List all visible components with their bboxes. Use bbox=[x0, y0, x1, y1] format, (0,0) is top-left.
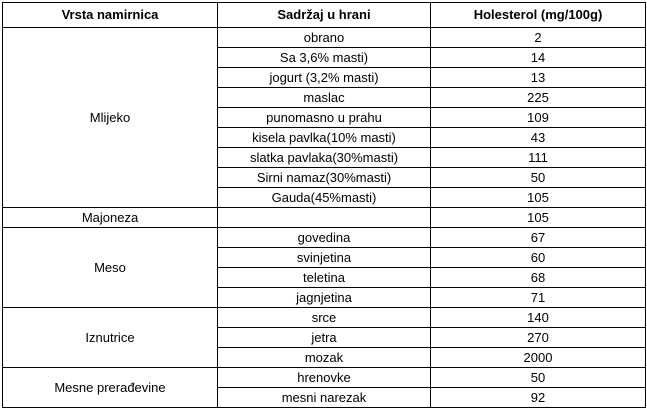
cholesterol-value-cell: 140 bbox=[431, 308, 646, 328]
item-cell: Sa 3,6% masti) bbox=[218, 48, 431, 68]
cholesterol-value-cell: 2000 bbox=[431, 348, 646, 368]
cholesterol-value-cell: 105 bbox=[431, 208, 646, 228]
category-cell: Mlijeko bbox=[3, 28, 218, 208]
cholesterol-value-cell: 71 bbox=[431, 288, 646, 308]
cholesterol-value-cell: 13 bbox=[431, 68, 646, 88]
cholesterol-value-cell: 92 bbox=[431, 388, 646, 408]
table-row bbox=[3, 208, 646, 228]
cholesterol-value-cell: 109 bbox=[431, 108, 646, 128]
header-cholesterol: Holesterol (mg/100g) bbox=[431, 3, 646, 28]
item-cell: jagnjetina bbox=[218, 288, 431, 308]
item-cell bbox=[218, 208, 431, 228]
table-row bbox=[3, 368, 646, 388]
cholesterol-value-cell: 270 bbox=[431, 328, 646, 348]
table-row bbox=[3, 308, 646, 328]
cholesterol-table bbox=[2, 2, 646, 408]
category-cell: Meso bbox=[3, 228, 218, 308]
item-cell: slatka pavlaka(30%masti) bbox=[218, 148, 431, 168]
cholesterol-value-cell: 105 bbox=[431, 188, 646, 208]
item-cell: jetra bbox=[218, 328, 431, 348]
cholesterol-value-cell: 43 bbox=[431, 128, 646, 148]
cholesterol-value-cell: 14 bbox=[431, 48, 646, 68]
item-cell: obrano bbox=[218, 28, 431, 48]
item-cell: govedina bbox=[218, 228, 431, 248]
category-cell: Mesne prerađevine bbox=[3, 368, 218, 408]
item-cell: jogurt (3,2% masti) bbox=[218, 68, 431, 88]
category-cell: Iznutrice bbox=[3, 308, 218, 368]
header-content: Sadržaj u hrani bbox=[218, 3, 431, 28]
category-cell: Majoneza bbox=[3, 208, 218, 228]
item-cell: Sirni namaz(30%masti) bbox=[218, 168, 431, 188]
item-cell: Gauda(45%masti) bbox=[218, 188, 431, 208]
cholesterol-value-cell: 225 bbox=[431, 88, 646, 108]
item-cell: maslac bbox=[218, 88, 431, 108]
item-cell: punomasno u prahu bbox=[218, 108, 431, 128]
cholesterol-value-cell: 68 bbox=[431, 268, 646, 288]
table-body bbox=[3, 28, 646, 408]
table-row bbox=[3, 28, 646, 48]
header-row bbox=[3, 3, 646, 28]
cholesterol-value-cell: 60 bbox=[431, 248, 646, 268]
item-cell: srce bbox=[218, 308, 431, 328]
table-row bbox=[3, 228, 646, 248]
cholesterol-value-cell: 50 bbox=[431, 368, 646, 388]
item-cell: hrenovke bbox=[218, 368, 431, 388]
cholesterol-value-cell: 111 bbox=[431, 148, 646, 168]
item-cell: teletina bbox=[218, 268, 431, 288]
cholesterol-value-cell: 67 bbox=[431, 228, 646, 248]
item-cell: kisela pavlka(10% masti) bbox=[218, 128, 431, 148]
item-cell: mozak bbox=[218, 348, 431, 368]
cholesterol-value-cell: 50 bbox=[431, 168, 646, 188]
header-food-type: Vrsta namirnica bbox=[3, 3, 218, 28]
cholesterol-value-cell: 2 bbox=[431, 28, 646, 48]
item-cell: svinjetina bbox=[218, 248, 431, 268]
item-cell: mesni narezak bbox=[218, 388, 431, 408]
